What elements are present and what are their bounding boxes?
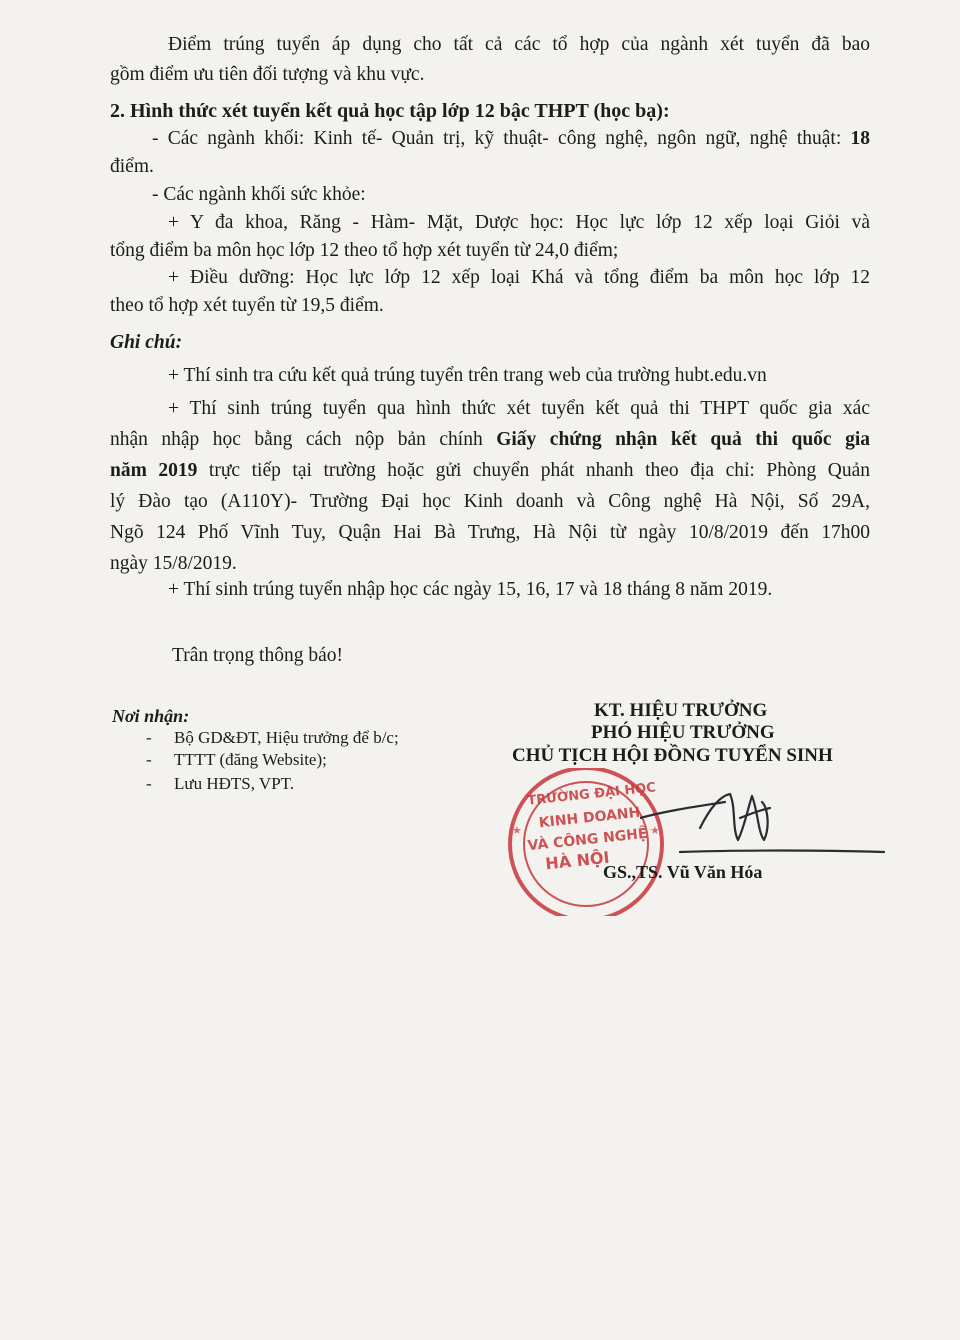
paragraph-line: - Các ngành khối sức khỏe: — [152, 184, 366, 205]
note-heading: Ghi chú: — [110, 332, 183, 353]
paragraph-line: năm 2019 trực tiếp tại trường hoặc gửi chuyển phát nhanh theo địa chỉ: Phòng Quản — [110, 460, 870, 481]
paragraph-line: gồm điểm ưu tiên đối tượng và khu vực. — [110, 64, 425, 85]
svg-text:★: ★ — [650, 824, 660, 837]
recipient-item: - Bộ GD&ĐT, Hiệu trưởng để b/c; — [146, 728, 399, 747]
seal-text: KINH DOANH — [538, 804, 642, 832]
seal-text: HÀ NỘI — [544, 847, 611, 874]
paragraph-line: lý Đào tạo (A110Y)- Trường Đại học Kinh doanh và Công nghệ Hà Nội, Số 29A, — [110, 491, 870, 512]
seal-text: VÀ CÔNG NGHỆ — [526, 825, 649, 855]
paragraph-line: + Y đa khoa, Răng - Hàm- Mặt, Dược học: Học lực lớp 12 xếp loại Giỏi và — [168, 212, 870, 233]
paragraph-line: ngày 15/8/2019. — [110, 553, 237, 574]
section-heading: 2. Hình thức xét tuyển kết quả học tập lớp 12 bậc THPT (học bạ): — [110, 100, 670, 122]
paragraph-line: điểm. — [110, 156, 154, 177]
paragraph-line: nhận nhập học bằng cách nộp bản chính Giấy chứng nhận kết quả thi quốc gia — [110, 429, 870, 450]
paragraph-line: + Điều dưỡng: Học lực lớp 12 xếp loại Khá và tổng điểm ba môn học lớp 12 — [168, 267, 870, 288]
paragraph-line: Điểm trúng tuyển áp dụng cho tất cả các tổ hợp của ngành xét tuyển đã bao — [168, 34, 870, 55]
paragraph-line: Ngõ 124 Phố Vĩnh Tuy, Quận Hai Bà Trưng, Hà Nội từ ngày 10/8/2019 đến 17h00 — [110, 522, 870, 543]
paragraph-line: - Các ngành khối: Kinh tế- Quản trị, kỹ thuật- công nghệ, ngôn ngữ, nghệ thuật: 18 — [152, 128, 870, 149]
paragraph-line: + Thí sinh tra cứu kết quả trúng tuyển trên trang web của trường hubt.edu.vn — [168, 365, 767, 386]
recipient-item: - TTTT (đăng Website); — [146, 750, 327, 769]
seal-text: TRƯỜNG ĐẠI HỌC — [526, 780, 657, 809]
signature-title: CHỦ TỊCH HỘI ĐỒNG TUYỂN SINH — [512, 745, 833, 766]
paragraph-line: + Thí sinh trúng tuyển nhập học các ngày 15, 16, 17 và 18 tháng 8 năm 2019. — [168, 579, 773, 600]
paragraph-line: + Thí sinh trúng tuyển qua hình thức xét tuyển kết quả thi THPT quốc gia xác — [168, 398, 870, 419]
handwritten-signature — [640, 788, 890, 868]
svg-text:★: ★ — [512, 824, 522, 837]
recipient-item: - Lưu HĐTS, VPT. — [146, 774, 295, 793]
signature-title: KT. HIỆU TRƯỞNG — [594, 700, 768, 721]
paragraph-line: tổng điểm ba môn học lớp 12 theo tổ hợp xét tuyển từ 24,0 điểm; — [110, 240, 619, 261]
signer-name: GS.,TS. Vũ Văn Hóa — [603, 862, 763, 882]
closing-text: Trân trọng thông báo! — [172, 645, 343, 666]
recipients-heading: Nơi nhận: — [112, 706, 190, 726]
signature-title: PHÓ HIỆU TRƯỞNG — [591, 722, 775, 743]
paragraph-line: theo tổ hợp xét tuyển từ 19,5 điểm. — [110, 295, 384, 316]
